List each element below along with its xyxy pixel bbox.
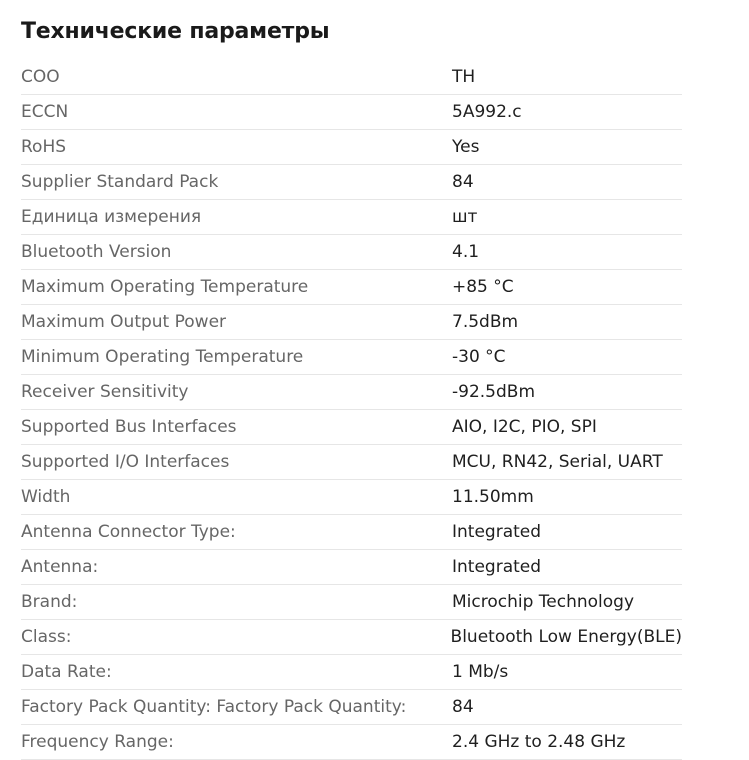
spec-row (21, 515, 682, 550)
spec-value: Yes (452, 137, 480, 157)
spec-row (21, 585, 682, 620)
spec-label: Receiver Sensitivity (21, 382, 189, 402)
spec-row (21, 200, 682, 235)
spec-label: Maximum Operating Temperature (21, 277, 309, 297)
spec-value: Microchip Technology (452, 592, 635, 612)
spec-value: шт (452, 207, 478, 227)
spec-label: Bluetooth Version (21, 242, 172, 262)
spec-label: Width (21, 487, 71, 507)
section-title: Технические параметры (21, 19, 330, 44)
spec-row (21, 375, 682, 410)
spec-value: 1 Mb/s (452, 662, 509, 682)
spec-label: Maximum Output Power (21, 312, 227, 332)
spec-value: MCU, RN42, Serial, UART (452, 452, 663, 472)
spec-label: Class: (21, 627, 72, 647)
spec-label: Единица измерения (21, 207, 202, 227)
spec-row (21, 130, 682, 165)
spec-label: Minimum Operating Temperature (21, 347, 304, 367)
spec-value: 84 (452, 697, 474, 717)
spec-label: Supplier Standard Pack (21, 172, 219, 192)
spec-value: +85 °C (452, 277, 514, 297)
spec-value: 11.50mm (452, 487, 534, 507)
spec-label: ECCN (21, 102, 69, 122)
spec-value: 7.5dBm (452, 312, 519, 332)
spec-label: RoHS (21, 137, 67, 157)
spec-value: 4.1 (452, 242, 480, 262)
spec-row (21, 165, 682, 200)
spec-label: Antenna: (21, 557, 99, 577)
spec-row (21, 445, 682, 480)
spec-label: Antenna Connector Type: (21, 522, 236, 542)
spec-value: TH (452, 67, 476, 87)
specs-table (21, 60, 682, 760)
spec-row (21, 550, 682, 585)
spec-label: Supported Bus Interfaces (21, 417, 237, 437)
spec-label: Frequency Range: (21, 732, 174, 752)
spec-row (21, 60, 682, 95)
spec-value: -30 °C (452, 347, 506, 367)
spec-row (21, 235, 682, 270)
spec-label: Brand: (21, 592, 78, 612)
spec-label: COO (21, 67, 60, 87)
spec-label: Data Rate: (21, 662, 112, 682)
spec-value: -92.5dBm (452, 382, 535, 402)
spec-value: Integrated (452, 522, 542, 542)
spec-value: 5A992.c (452, 102, 522, 122)
spec-row (21, 725, 682, 760)
spec-row (21, 480, 682, 515)
spec-row (21, 95, 682, 130)
spec-row (21, 620, 682, 655)
spec-label: Supported I/O Interfaces (21, 452, 230, 472)
spec-value: AIO, I2C, PIO, SPI (452, 417, 597, 437)
spec-row (21, 305, 682, 340)
spec-row (21, 270, 682, 305)
spec-value: Bluetooth Low Energy(BLE) (450, 627, 682, 647)
spec-row (21, 410, 682, 445)
spec-row (21, 690, 682, 725)
spec-value: 84 (452, 172, 474, 192)
spec-value: 2.4 GHz to 2.48 GHz (452, 732, 626, 752)
spec-value: Integrated (452, 557, 542, 577)
spec-row (21, 340, 682, 375)
spec-label: Factory Pack Quantity: Factory Pack Quantity: (21, 697, 407, 717)
spec-row (21, 655, 682, 690)
